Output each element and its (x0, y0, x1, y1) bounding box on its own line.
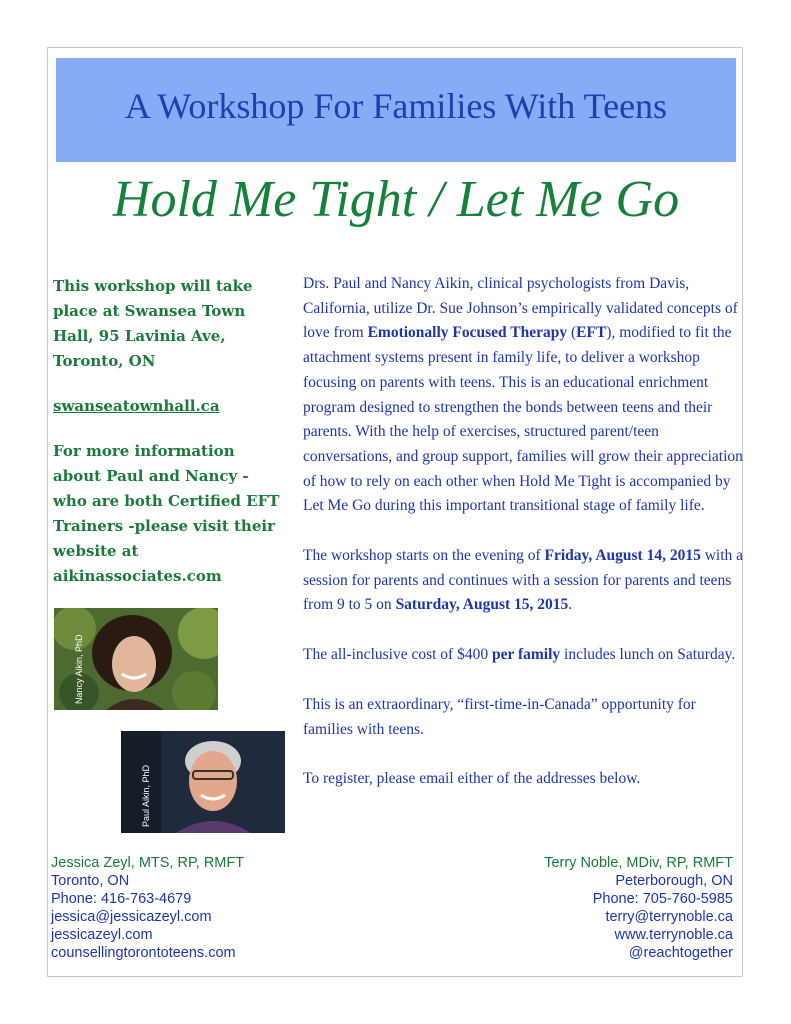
description-paragraph-5: To register, please email either of the addresses below. (303, 770, 641, 788)
banner-title: A Workshop For Families With Teens (124, 86, 668, 126)
contact-city: Peterborough, ON (615, 873, 733, 889)
description-column (303, 272, 743, 817)
p1-text-b: ( (567, 324, 577, 342)
contact-social-handle[interactable]: @reachtogether (628, 945, 733, 961)
p3-text-b: includes lunch on Saturday. (560, 646, 736, 664)
p1-text-c: ), modified to fit the attachment systems present in family life, to deliver a workshop focusing on parents with teens. This is an educational enrichment program designed to strengthen the bonds between teens and their parents. With the help of exercises, structured parent/teen conversations, and group support, families will grow their appreciation of how to rely on each other when Hold Me Tight is accompanied by Let Me Go during this important transitional stage of family life. (303, 324, 743, 515)
nancy-photo-caption: Nancy Aikin, PhD (74, 634, 84, 704)
contact-phone: Phone: 705-760-5985 (592, 891, 733, 907)
contact-website-2[interactable]: counsellingtorontoteens.com (51, 945, 236, 961)
paul-photo-caption: Paul Aikin, PhD (141, 764, 151, 827)
nancy-aikin-photo (54, 608, 218, 710)
contact-email[interactable]: jessica@jessicazeyl.com (51, 909, 212, 925)
contact-jessica-zeyl (51, 854, 311, 962)
contact-terry-noble (473, 854, 733, 962)
p1-bold-eft-acronym: EFT (576, 324, 607, 342)
contact-name: Terry Noble, MDiv, RP, RMFT (544, 855, 733, 871)
p2-text-c: . (568, 596, 573, 614)
p1-text-a: Drs. Paul and Nancy Aikin, clinical psychologists from Davis, California, utilize Dr. Sue Johnson’s empirically validated concepts of love from (303, 275, 738, 342)
p1-bold-eft-name: Emotionally Focused Therapy (367, 324, 568, 342)
p2-text-a: The workshop starts on the evening of (303, 547, 545, 565)
paul-aikin-photo (121, 731, 285, 833)
contact-website[interactable]: jessicazeyl.com (51, 927, 153, 943)
p3-bold-per-family: per family (491, 646, 561, 664)
venue-link[interactable]: swanseatownhall.ca (53, 397, 220, 415)
contact-email[interactable]: terry@terrynoble.ca (605, 909, 733, 925)
contact-website[interactable]: www.terrynoble.ca (614, 927, 733, 943)
description-paragraph-1 (303, 272, 743, 519)
p2-bold-saturday-date: Saturday, August 15, 2015 (395, 596, 569, 614)
flyer-page (47, 47, 743, 977)
p2-bold-friday-date: Friday, August 14, 2015 (544, 547, 701, 565)
description-paragraph-3 (303, 643, 743, 668)
contact-city: Toronto, ON (51, 873, 130, 889)
header-banner (56, 58, 736, 162)
p2-text-b: with a session for parents and continues with a session for parents and teens from 9 to 5 on (303, 547, 744, 614)
description-paragraph-4: This is an extraordinary, “first-time-in-Canada” opportunity for families with teens. (303, 695, 696, 738)
p3-text-a: The all-inclusive cost of $400 (303, 646, 492, 664)
contact-phone: Phone: 416-763-4679 (51, 891, 192, 907)
contact-name: Jessica Zeyl, MTS, RP, RMFT (51, 855, 245, 871)
left-column (53, 274, 283, 609)
location-text: This workshop will take place at Swansea Town Hall, 95 Lavinia Ave, Toronto, ON (53, 277, 253, 370)
description-paragraph-2 (303, 544, 743, 618)
page-title: Hold Me Tight / Let Me Go (112, 171, 680, 228)
more-info-text: For more information about Paul and Nancy - who are both Certified EFT Trainers -please visit their website at aikinassociates.com (53, 442, 280, 585)
